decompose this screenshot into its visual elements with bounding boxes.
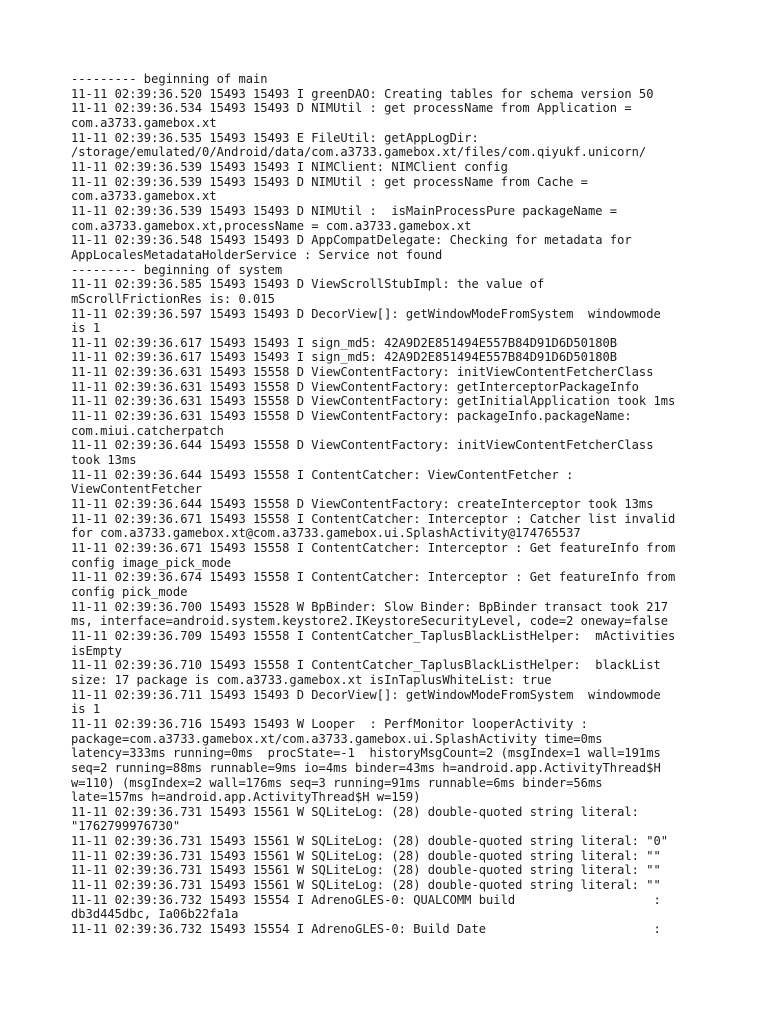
log-line: db3d445dbc, Ia06b22fa1a <box>71 907 239 922</box>
log-line: for com.a3733.gamebox.xt@com.a3733.gamebox.ui.SplashActivity@174765537 <box>71 526 581 541</box>
log-line: 11-11 02:39:36.731 15493 15561 W SQLiteLog: (28) double-quoted string literal: "" <box>71 863 661 878</box>
log-line: ms, interface=android.system.keystore2.IKeystoreSecurityLevel, code=2 oneway=false <box>71 614 669 629</box>
log-line: 11-11 02:39:36.731 15493 15561 W SQLiteLog: (28) double-quoted string literal: <box>71 804 639 819</box>
log-line: 11-11 02:39:36.700 15493 15528 W BpBinder: Slow Binder: BpBinder transact took 217 <box>71 599 669 614</box>
log-line: 11-11 02:39:36.732 15493 15554 I AdrenoGLES-0: Build Date : <box>71 922 661 937</box>
log-line: 11-11 02:39:36.674 15493 15558 I ContentCatcher: Interceptor : Get featureInfo from <box>71 570 676 585</box>
log-line: 11-11 02:39:36.716 15493 15493 W Looper : PerfMonitor looperActivity : <box>71 716 588 731</box>
log-line: /storage/emulated/0/Android/data/com.a3733.gamebox.xt/files/com.qiyukf.unicorn/ <box>71 145 647 160</box>
log-line: com.a3733.gamebox.xt <box>71 189 217 204</box>
log-line: 11-11 02:39:36.539 15493 15493 D NIMUtil : get processName from Cache = <box>71 174 588 189</box>
log-line: 11-11 02:39:36.644 15493 15558 I ContentCatcher: ViewContentFetcher : <box>71 467 574 482</box>
log-line: com.a3733.gamebox.xt <box>71 115 217 130</box>
log-line: late=157ms h=android.app.ActivityThread$H w=159) <box>71 790 421 805</box>
log-line: 11-11 02:39:36.644 15493 15558 D ViewContentFactory: initViewContentFetcherClass <box>71 438 654 453</box>
log-line: 11-11 02:39:36.731 15493 15561 W SQLiteLog: (28) double-quoted string literal: "" <box>71 878 661 893</box>
log-line: 11-11 02:39:36.631 15493 15558 D ViewContentFactory: getInterceptorPackageInfo <box>71 379 639 394</box>
log-line: w=110) (msgIndex=2 wall=176ms seq=3 running=91ms runnable=6ms binder=56ms <box>71 775 603 790</box>
log-line: took 13ms <box>71 453 137 468</box>
log-line: 11-11 02:39:36.617 15493 15493 I sign_md5: 42A9D2E851494E557B84D91D6D50180B <box>71 350 618 365</box>
log-line: 11-11 02:39:36.534 15493 15493 D NIMUtil : get processName from Application = <box>71 101 632 116</box>
log-line: 11-11 02:39:36.597 15493 15493 D DecorView[]: getWindowModeFromSystem windowmode <box>71 306 661 321</box>
log-line: 11-11 02:39:36.709 15493 15558 I ContentCatcher_TaplusBlackListHelper: mActivities <box>71 628 676 643</box>
log-line: 11-11 02:39:36.617 15493 15493 I sign_md5: 42A9D2E851494E557B84D91D6D50180B <box>71 335 618 350</box>
log-line: config image_pick_mode <box>71 555 232 570</box>
log-line: 11-11 02:39:36.731 15493 15561 W SQLiteLog: (28) double-quoted string literal: "" <box>71 848 661 863</box>
log-line: 11-11 02:39:36.631 15493 15558 D ViewContentFactory: initViewContentFetcherClass <box>71 365 654 380</box>
log-line: 11-11 02:39:36.644 15493 15558 D ViewContentFactory: createInterceptor took 13ms <box>71 497 654 512</box>
log-line: 11-11 02:39:36.520 15493 15493 I greenDAO: Creating tables for schema version 50 <box>71 86 654 101</box>
log-line: AppLocalesMetadataHolderService : Service not found <box>71 247 443 262</box>
log-line: isEmpty <box>71 643 122 658</box>
log-line: 11-11 02:39:36.671 15493 15558 I ContentCatcher: Interceptor : Get featureInfo from <box>71 541 676 555</box>
log-line: 11-11 02:39:36.710 15493 15558 I ContentCatcher_TaplusBlackListHelper: blackList <box>71 658 661 673</box>
log-line: 11-11 02:39:36.732 15493 15554 I AdrenoGLES-0: QUALCOMM build : <box>71 892 661 907</box>
log-line: 11-11 02:39:36.539 15493 15493 D NIMUtil : isMainProcessPure packageName = <box>71 203 618 218</box>
log-line: 11-11 02:39:36.731 15493 15561 W SQLiteLog: (28) double-quoted string literal: "0" <box>71 834 669 849</box>
log-line: --------- beginning of main <box>71 72 268 86</box>
log-line: ViewContentFetcher <box>71 482 203 497</box>
log-line: config pick_mode <box>71 584 188 599</box>
log-line: 11-11 02:39:36.671 15493 15558 I ContentCatcher: Interceptor : Catcher list invalid <box>71 511 676 526</box>
log-line: 11-11 02:39:36.631 15493 15558 D ViewContentFactory: packageInfo.packageName: <box>71 409 632 424</box>
log-line: mScrollFrictionRes is: 0.015 <box>71 291 275 306</box>
log-line: --------- beginning of system <box>71 262 283 277</box>
log-document <box>71 72 711 937</box>
log-line: 11-11 02:39:36.539 15493 15493 I NIMClient: NIMClient config <box>71 159 508 174</box>
log-line: com.miui.catcherpatch <box>71 423 224 438</box>
log-line: 11-11 02:39:36.535 15493 15493 E FileUtil: getAppLogDir: <box>71 130 479 145</box>
log-line: latency=333ms running=0ms procState=-1 historyMsgCount=2 (msgIndex=1 wall=191ms <box>71 746 661 761</box>
log-line: 11-11 02:39:36.631 15493 15558 D ViewContentFactory: getInitialApplication took 1ms <box>71 394 676 409</box>
log-line: size: 17 package is com.a3733.gamebox.xt isInTaplusWhiteList: true <box>71 672 552 687</box>
log-line: 11-11 02:39:36.548 15493 15493 D AppCompatDelegate: Checking for metadata for <box>71 233 632 248</box>
log-line: package=com.a3733.gamebox.xt/com.a3733.gamebox.ui.SplashActivity time=0ms <box>71 731 603 746</box>
log-line: "1762799976730" <box>71 819 181 834</box>
log-line: com.a3733.gamebox.xt,processName = com.a3733.gamebox.xt <box>71 218 472 233</box>
log-line: seq=2 running=88ms runnable=9ms io=4ms binder=43ms h=android.app.ActivityThread$H <box>71 760 661 775</box>
log-line: 11-11 02:39:36.585 15493 15493 D ViewScrollStubImpl: the value of <box>71 277 545 292</box>
log-line: is 1 <box>71 702 101 717</box>
log-line: 11-11 02:39:36.711 15493 15493 D DecorView[]: getWindowModeFromSystem windowmode <box>71 687 661 702</box>
log-line: is 1 <box>71 321 101 336</box>
